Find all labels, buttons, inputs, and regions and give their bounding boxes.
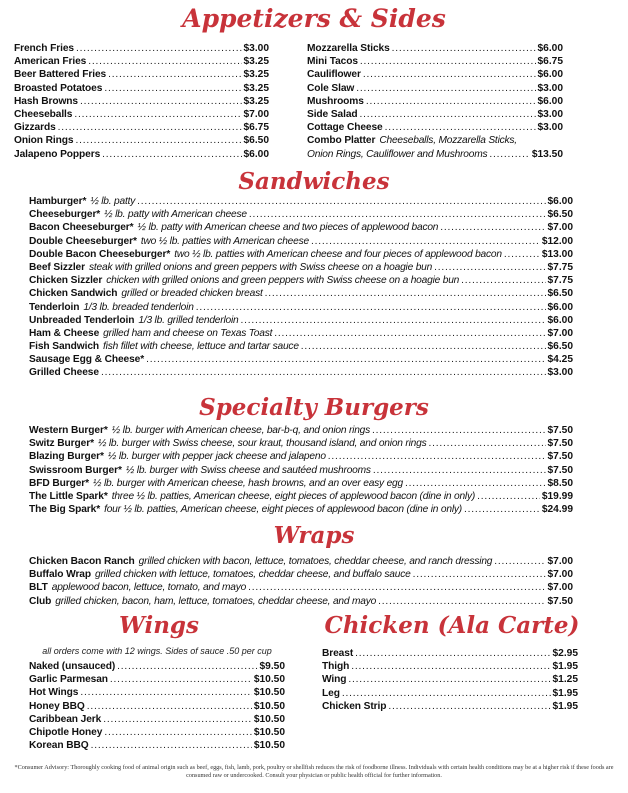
item-name: Fish Sandwich [29, 341, 100, 353]
item-name: Onion Rings [14, 135, 74, 147]
item-name: Hot Wings [29, 687, 79, 699]
wraps-title: Wraps [273, 522, 355, 549]
list-item [29, 437, 573, 450]
list-item [307, 82, 563, 95]
wings-title: Wings [119, 612, 199, 639]
list-item [29, 503, 573, 516]
list-item [29, 248, 573, 261]
item-price: $1.25 [552, 674, 578, 686]
item-price: $3.00 [537, 122, 563, 134]
wraps-list [29, 555, 573, 608]
item-price: $6.00 [547, 196, 573, 207]
item-description: ½ lb. burger with pepper jack cheese and jalapeno [107, 451, 326, 463]
item-price: $10.50 [253, 713, 285, 725]
item-name: Western Burger* [29, 425, 108, 436]
list-item [322, 687, 578, 700]
item-name: Beer Battered Fries [14, 69, 107, 81]
item-description: Onion Rings, Cauliflower and Mushrooms [307, 148, 488, 160]
item-description: grilled chicken with bacon, lettuce, tomatoes, cheddar cheese, and ranch dressing [138, 556, 493, 567]
list-item [14, 134, 269, 147]
item-description: two ½ lb. patties with American cheese and four pieces of applewood bacon [174, 248, 502, 260]
item-name: Tenderloin [29, 301, 80, 313]
item-description: two ½ lb. patties with American cheese [140, 235, 309, 247]
item-name: Naked (unsauced) [29, 661, 116, 672]
item-name: The Little Spark* [29, 490, 108, 502]
item-price: $8.50 [547, 477, 573, 489]
item-name: Cheeseballs [14, 108, 73, 120]
item-description: grilled ham and cheese on Texas Toast [103, 327, 273, 339]
item-name: Buffalo Wrap [29, 569, 91, 581]
item-price: $7.50 [547, 464, 573, 476]
item-price: $9.50 [259, 661, 285, 672]
item-price: $3.25 [243, 69, 269, 81]
item-price: $6.00 [537, 95, 563, 107]
item-description: grilled chicken with lettuce, tomatoes, cheddar cheese, and buffalo sauce [95, 569, 411, 581]
item-price: $10.50 [253, 700, 285, 712]
item-name: Cole Slaw [307, 82, 355, 94]
list-item [322, 700, 578, 713]
item-price: $7.00 [547, 327, 573, 339]
list-item [14, 121, 269, 134]
item-name: Caribbean Jerk [29, 713, 102, 725]
list-item [29, 314, 573, 327]
list-item [322, 660, 578, 673]
item-price: $10.50 [253, 740, 285, 752]
item-name: French Fries [14, 43, 74, 54]
item-name: Korean BBQ [29, 740, 89, 752]
item-name: Chicken Bacon Ranch [29, 556, 135, 567]
item-price: $6.50 [547, 341, 573, 353]
sandwiches-list [29, 195, 573, 380]
list-item [14, 95, 269, 108]
item-name: Chicken Sizzler [29, 275, 103, 287]
list-item [307, 108, 563, 121]
list-item [29, 739, 285, 752]
item-price: $6.00 [537, 43, 563, 54]
list-item [29, 713, 285, 726]
chicken-title: Chicken (Ala Carte) [324, 612, 580, 639]
list-item [307, 55, 563, 68]
item-price: $3.00 [547, 367, 573, 379]
list-item [29, 660, 285, 673]
item-name: Garlic Parmesan [29, 674, 108, 686]
item-description: fish fillet with cheese, lettuce and tartar sauce [103, 341, 299, 353]
item-description: ½ lb. patty with American cheese [104, 209, 247, 221]
item-price: $7.00 [243, 108, 269, 120]
item-price: $3.25 [243, 82, 269, 94]
list-item [14, 42, 269, 55]
combo-platter-item-cont [307, 148, 563, 161]
item-price: $7.75 [547, 275, 573, 287]
item-price: $3.00 [537, 108, 563, 120]
list-item [29, 366, 573, 379]
item-description: ½ lb. burger with American cheese, hash browns, and an over easy egg [93, 477, 403, 489]
item-name: Chicken Sandwich [29, 288, 118, 300]
list-item [14, 68, 269, 81]
item-name: Hamburger* [29, 196, 87, 207]
item-name: BFD Burger* [29, 477, 90, 489]
wings-list [29, 660, 285, 752]
item-description: ½ lb. burger with American cheese, bar-b-q, and onion rings [111, 425, 371, 436]
item-name: Leg [322, 687, 340, 699]
item-name: Wing [322, 674, 347, 686]
item-price: $6.75 [537, 56, 563, 68]
item-price: $1.95 [552, 687, 578, 699]
item-name: American Fries [14, 56, 87, 68]
item-description: chicken with grilled onions and green peppers with Swiss cheese on a hoagie bun [106, 275, 460, 287]
item-name: Thigh [322, 661, 350, 673]
item-name: BLT [29, 582, 48, 594]
item-name: Ham & Cheese [29, 327, 100, 339]
list-item [29, 274, 573, 287]
list-item [29, 195, 573, 208]
item-name: Mini Tacos [307, 56, 358, 68]
item-name: Side Salad [307, 108, 358, 120]
item-description: steak with grilled onions and green peppers with Swiss cheese on a hoagie bun [89, 261, 433, 273]
list-item [307, 121, 563, 134]
item-name: Sausage Egg & Cheese* [29, 354, 145, 366]
item-price: $13.50 [531, 148, 563, 160]
list-item [322, 647, 578, 660]
wings-note: all orders come with 12 wings. Sides of sauce .50 per cup [42, 646, 272, 656]
list-item [29, 221, 573, 234]
list-item [29, 726, 285, 739]
list-item [29, 424, 573, 437]
item-name: Cottage Cheese [307, 122, 383, 134]
item-name: Club [29, 595, 52, 607]
item-description: three ½ lb. patties, American cheese, eight pieces of applewood bacon (dine in only) [111, 490, 476, 502]
list-item [307, 42, 563, 55]
item-price: $1.95 [552, 700, 578, 712]
item-name: Grilled Cheese [29, 367, 99, 379]
item-price: $6.00 [537, 69, 563, 81]
item-name: Blazing Burger* [29, 451, 104, 463]
item-price: $4.25 [547, 354, 573, 366]
appetizers-left-list [14, 42, 269, 161]
list-item [29, 568, 573, 581]
item-description: applewood bacon, lettuce, tomato, and mayo [51, 582, 247, 594]
list-item [14, 148, 269, 161]
item-price: $10.50 [253, 687, 285, 699]
list-item [29, 700, 285, 713]
item-price: $7.75 [547, 261, 573, 273]
item-price: $2.95 [552, 648, 578, 659]
item-price: $3.25 [243, 95, 269, 107]
item-price: $3.25 [243, 56, 269, 68]
item-price: $7.00 [547, 556, 573, 567]
item-description: ½ lb. burger with Swiss cheese and sautéed mushrooms [125, 464, 371, 476]
item-name: Gizzards [14, 122, 56, 134]
item-description: ½ lb. patty with American cheese and two pieces of applewood bacon [137, 222, 439, 234]
item-name: Double Cheeseburger* [29, 235, 137, 247]
item-description: ½ lb. burger with Swiss cheese, sour kraut, thousand island, and onion rings [97, 438, 427, 450]
list-item [29, 673, 285, 686]
item-price: $1.95 [552, 661, 578, 673]
list-item [29, 464, 573, 477]
item-name: Broasted Potatoes [14, 82, 103, 94]
list-item [29, 235, 573, 248]
list-item [29, 340, 573, 353]
item-price: $12.00 [541, 235, 573, 247]
item-price: $6.00 [547, 314, 573, 326]
item-price: $10.50 [253, 726, 285, 738]
item-name: Unbreaded Tenderloin [29, 314, 135, 326]
item-name: Combo Platter [307, 135, 376, 147]
item-name: Chipotle Honey [29, 726, 103, 738]
item-description: grilled chicken, bacon, ham, lettuce, tomatoes, cheddar cheese, and mayo [55, 595, 377, 607]
item-price: $24.99 [541, 504, 573, 516]
combo-platter-item [307, 134, 563, 147]
list-item [29, 595, 573, 608]
list-item [29, 261, 573, 274]
item-description: 1/3 lb. breaded tenderloin [83, 301, 194, 313]
list-item [14, 55, 269, 68]
item-name: Honey BBQ [29, 700, 85, 712]
item-description: Cheeseballs, Mozzarella Sticks, [379, 135, 517, 147]
item-price: $6.50 [547, 288, 573, 300]
item-price: $6.50 [547, 209, 573, 221]
item-price: $7.50 [547, 595, 573, 607]
item-name: Breast [322, 648, 354, 659]
list-item [29, 327, 573, 340]
item-price: $7.50 [547, 438, 573, 450]
list-item [29, 686, 285, 699]
item-description: ½ lb. patty [90, 196, 136, 207]
list-item [14, 108, 269, 121]
list-item [322, 673, 578, 686]
item-name: Cauliflower [307, 69, 361, 81]
item-price: $7.50 [547, 451, 573, 463]
item-name: Switz Burger* [29, 438, 94, 450]
list-item [29, 581, 573, 594]
item-name: Mozzarella Sticks [307, 43, 390, 54]
item-price: $7.00 [547, 582, 573, 594]
item-price: $6.50 [243, 135, 269, 147]
item-price: $7.50 [547, 425, 573, 436]
item-price: $7.00 [547, 222, 573, 234]
item-price: $3.00 [537, 82, 563, 94]
specialty-burgers-title: Specialty Burgers [199, 394, 429, 421]
item-name: Hash Browns [14, 95, 78, 107]
appetizers-right-list [307, 42, 563, 161]
list-item [29, 208, 573, 221]
item-price: $6.00 [243, 148, 269, 160]
item-name: Bacon Cheeseburger* [29, 222, 134, 234]
sandwiches-title: Sandwiches [238, 168, 390, 195]
item-price: $6.75 [243, 122, 269, 134]
item-price: $19.99 [541, 490, 573, 502]
list-item [14, 82, 269, 95]
item-description: 1/3 lb. grilled tenderloin [138, 314, 239, 326]
item-price: $10.50 [253, 674, 285, 686]
list-item [307, 68, 563, 81]
list-item [29, 301, 573, 314]
list-item [29, 477, 573, 490]
list-item [29, 450, 573, 463]
item-price: $3.00 [243, 43, 269, 54]
item-name: Jalapeno Poppers [14, 148, 101, 160]
item-name: Mushrooms [307, 95, 364, 107]
item-description: four ½ lb. patties, American cheese, eight pieces of applewood bacon (dine in only) [104, 504, 462, 516]
item-name: Chicken Strip [322, 700, 387, 712]
item-name: Beef Sizzler [29, 261, 85, 273]
item-price: $13.00 [541, 248, 573, 260]
item-price: $6.00 [547, 301, 573, 313]
item-name: Swissroom Burger* [29, 464, 122, 476]
list-item [29, 555, 573, 568]
appetizers-title: Appetizers & Sides [182, 4, 446, 33]
item-description: grilled or breaded chicken breast [121, 288, 263, 300]
item-name: Cheeseburger* [29, 209, 101, 221]
consumer-advisory: *Consumer Advisory: Thoroughly cooking food of animal origin such as beef, eggs, fish, lamb, pork, poultry or shellfish reduces the risk of foodborne illness. Individuals with certain health conditions may be at a higher risk if these foods are consumed raw or undercooked. Consult your physician or public health official for further information. [14, 764, 614, 779]
item-price: $7.00 [547, 569, 573, 581]
item-name: Double Bacon Cheeseburger* [29, 248, 171, 260]
list-item [307, 95, 563, 108]
list-item [29, 353, 573, 366]
list-item [29, 490, 573, 503]
list-item [29, 287, 573, 300]
specialty-burgers-list [29, 424, 573, 516]
item-name: The Big Spark* [29, 504, 101, 516]
chicken-list [322, 647, 578, 713]
